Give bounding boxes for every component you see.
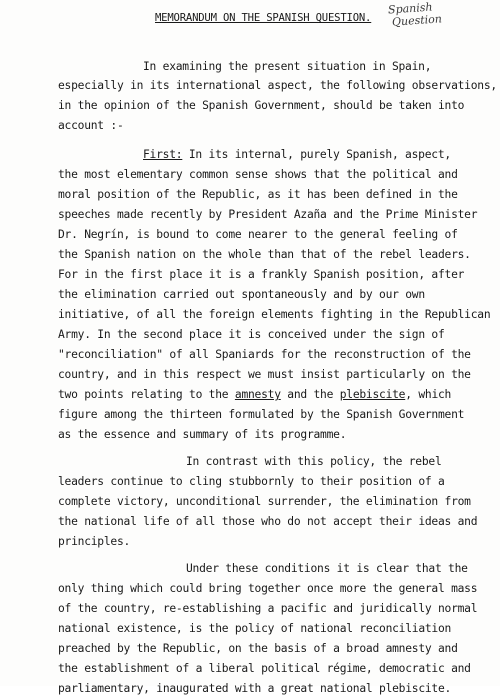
text-line: parliamentary, inaugurated with a great national plebiscite. <box>58 682 452 695</box>
text-line: For in the first place it is a frankly Spanish position, after <box>58 268 465 281</box>
document-title: MEMORANDUM ON THE SPANISH QUESTION. <box>155 12 372 24</box>
text-line: in the opinion of the Spanish Government, should be taken into <box>58 99 465 112</box>
text-line: of the country, re-establishing a pacific and juridically normal <box>58 602 478 615</box>
text-line: Army. In the second place it is conceived under the sign of <box>58 328 445 341</box>
text-line: preached by the Republic, on the basis of a broad amnesty and <box>58 642 458 655</box>
text-line: the establishment of a liberal political régime, democratic and <box>58 662 471 675</box>
text-line: In examining the present situation in Spain, <box>143 60 432 73</box>
text-line: country, and in this respect we must insist particularly on the <box>58 368 471 381</box>
text-line: the most elementary common sense shows that the political and <box>58 168 458 181</box>
amnesty-term: amnesty <box>234 388 281 401</box>
plebiscite-term: plebiscite <box>339 388 406 401</box>
text-line: leaders continue to cling stubbornly to their position of a <box>58 475 445 488</box>
text-line: only thing which could bring together once more the general mass <box>58 582 478 595</box>
text-line: In contrast with this policy, the rebel <box>186 455 442 468</box>
handwritten-note: Question <box>391 12 443 29</box>
text-line: Under these conditions it is clear that the <box>186 562 468 575</box>
text-line: the Spanish nation on the whole than that of the rebel leaders. <box>58 248 471 261</box>
text-span: , which <box>405 388 452 401</box>
text-line: as the essence and summary of its programme. <box>58 428 347 441</box>
text-line: Dr. Negrín, is bound to come nearer to the general feeling of <box>58 228 458 241</box>
text-line: principles. <box>58 535 131 548</box>
text-line: initiative, of all the foreign elements fighting in the Republican <box>58 308 491 321</box>
text-span: In its internal, purely Spanish, aspect, <box>182 148 451 161</box>
text-span: two points relating to the <box>58 388 235 401</box>
text-line <box>143 148 451 162</box>
text-line: account :- <box>58 119 124 132</box>
text-line: "reconciliation" of all Spaniards for the reconstruction of the <box>58 348 471 361</box>
text-line: especially in its international aspect, the following observations, <box>58 79 497 92</box>
text-line <box>58 388 451 402</box>
first-heading: First: <box>143 148 183 161</box>
handwritten-note: Spanish <box>387 0 433 17</box>
text-line: the national life of all those who do not accept their ideas and <box>58 515 478 528</box>
text-span: and the <box>280 388 340 401</box>
text-line: moral position of the Republic, as it has been defined in the <box>58 188 458 201</box>
text-line: figure among the thirteen formulated by the Spanish Government <box>58 408 465 421</box>
text-line: the elimination carried out spontaneously and by our own <box>58 288 425 301</box>
text-line: complete victory, unconditional surrender, the elimination from <box>58 495 471 508</box>
text-line: national existence, is the policy of national reconciliation <box>58 622 452 635</box>
text-line: speeches made recently by President Azaña and the Prime Minister <box>58 208 478 221</box>
